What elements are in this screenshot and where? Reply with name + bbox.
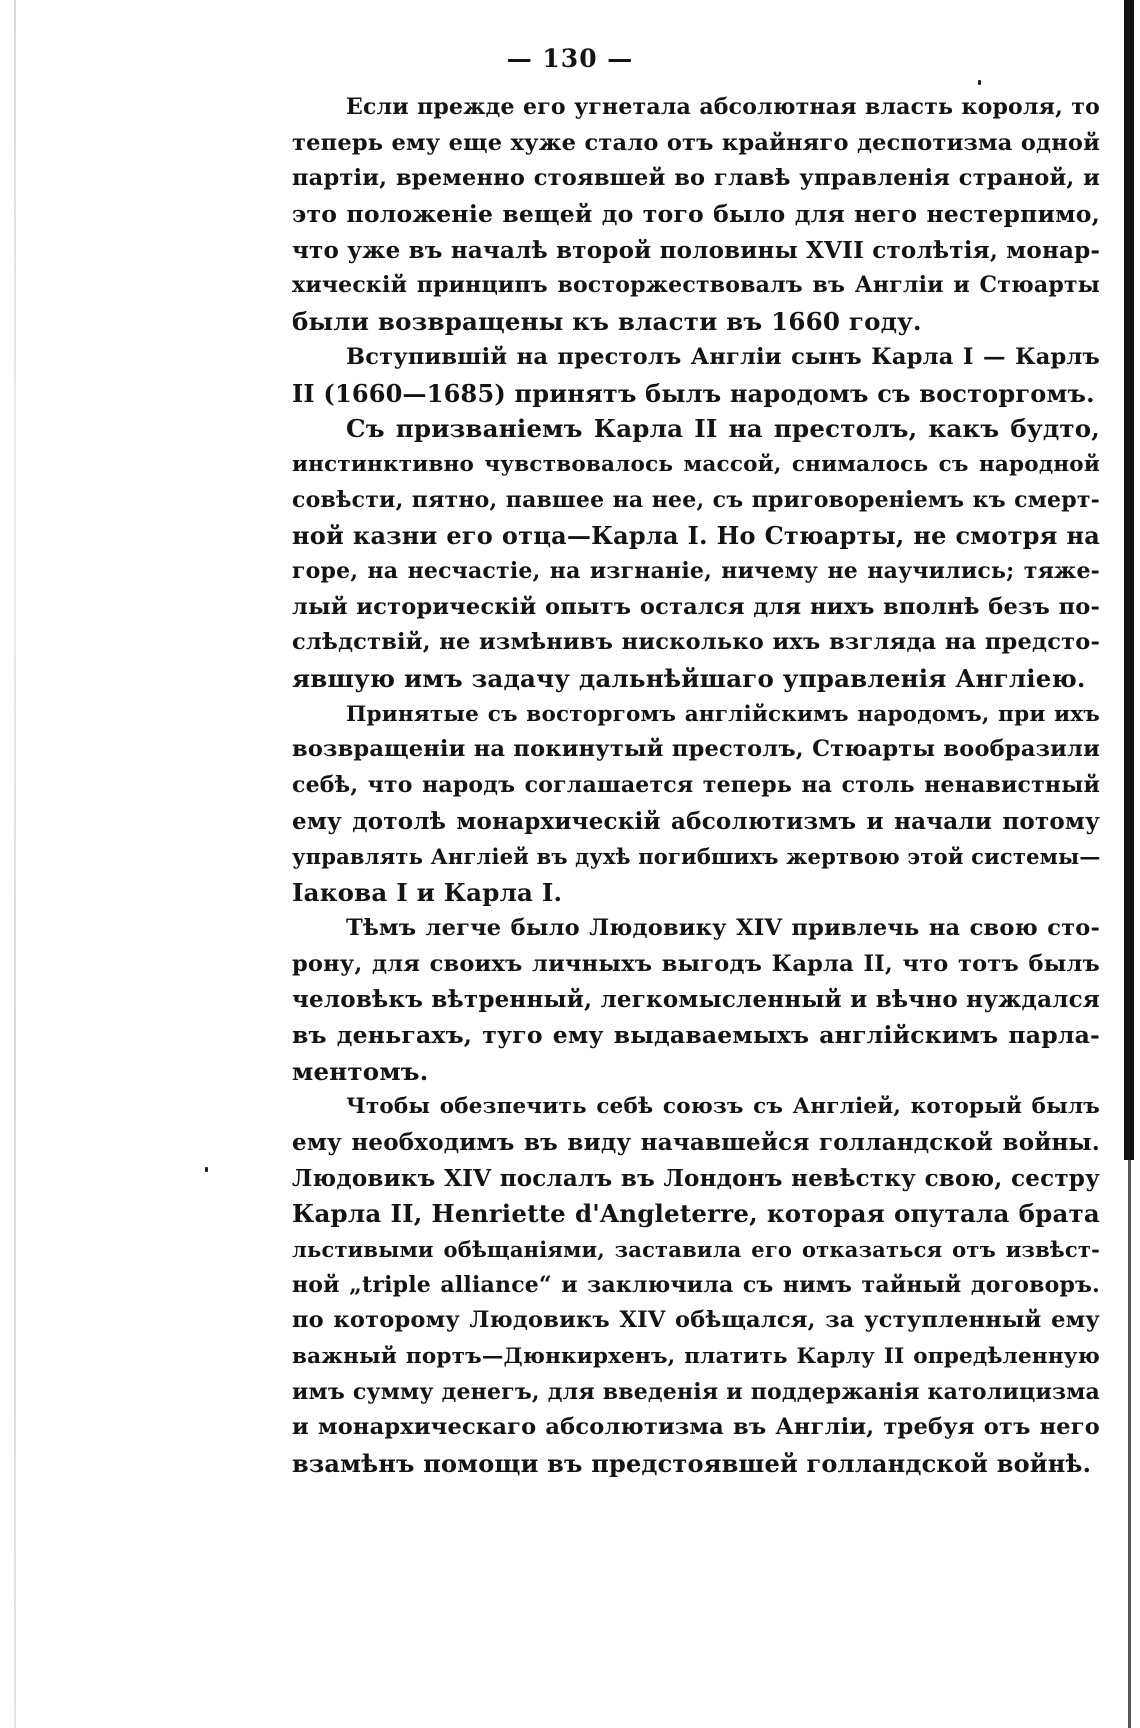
text-line: ментомъ.: [292, 1056, 429, 1086]
paragraph: [292, 90, 1100, 340]
text-line: это положеніе вещей до того было для него нестерпимо,: [292, 200, 1100, 229]
text-line: были возвращены къ власти въ 1660 году.: [292, 307, 922, 337]
text-line: важный портъ—Дюнкирхенъ, платить Карлу II опредѣленную: [292, 1344, 1100, 1370]
text-line: теперь ему еще хуже стало отъ крайняго деспотизма одной: [292, 129, 1100, 156]
text-line: Іакова I и Карла I.: [292, 878, 563, 908]
text-line: лый историческій опытъ остался для нихъ вполнѣ безъ по-: [292, 593, 1100, 620]
scan-edge-right: [1124, 0, 1134, 1160]
text-line: ему необходимъ въ виду начавшейся голландской войны.: [292, 1128, 1100, 1156]
text-line: управлять Англіей въ духѣ погибшихъ жертвою этой системы—: [292, 844, 1101, 870]
text-line: по которому Людовикъ XIV обѣщался, за уступленный ему: [292, 1307, 1100, 1334]
text-line: явшую имъ задачу дальнѣйшаго управленія Англіею.: [292, 664, 1086, 693]
text-line: человѣкъ вѣтренный, легкомысленный и вѣчно нуждался: [292, 986, 1100, 1014]
text-line: горе, на несчастіе, на изгнаніе, ничему не научились; тяже-: [292, 557, 1100, 584]
text-line: себѣ, что народъ соглашается теперь на столь ненавистный: [292, 772, 1100, 799]
paragraph: [292, 911, 1100, 1089]
paragraph: [292, 1089, 1100, 1482]
paragraph: [292, 340, 1100, 411]
text-line: инстинктивно чувствовалось массой, снималось съ народной: [292, 451, 1100, 477]
text-line: возвращеніи на покинутый престолъ, Стюарты вообразили: [292, 736, 1100, 763]
text-line: Людовикъ XIV послалъ въ Лондонъ невѣстку свою, сестру: [292, 1164, 1100, 1192]
scan-edge-right-lower: [1128, 1160, 1131, 1728]
text-line: Вступившій на престолъ Англіи сынъ Карла I — Карлъ: [346, 343, 1100, 370]
text-line: взамѣнъ помощи въ предстоявшей голландской войнѣ.: [292, 1449, 1092, 1479]
text-line: Принятые съ восторгомъ англійскимъ народомъ, при ихъ: [346, 701, 1100, 727]
scan-edge-left: [14, 0, 16, 1728]
text-line: Карла II, Henriette d'Angleterre, которая опутала брата: [292, 1199, 1100, 1229]
text-line: ему дотолѣ монархическій абсолютизмъ и начали потому: [292, 807, 1100, 835]
text-line: слѣдствій, не измѣнивъ нисколько ихъ взгляда на предсто-: [292, 629, 1100, 656]
body-text: [292, 90, 1100, 1482]
scan-speck: [205, 1167, 208, 1172]
text-line: ной казни его отца—Карла I. Но Стюарты, не смотря на: [292, 521, 1100, 551]
text-line: льстивыми обѣщаніями, заставила его отказаться отъ извѣст-: [292, 1237, 1100, 1262]
text-line: Тѣмъ легче было Людовику XIV привлечь на свою сто-: [346, 914, 1100, 941]
text-line: Чтобы обезпечить себѣ союзъ съ Англіей, который былъ: [346, 1094, 1100, 1120]
text-line: II (1660—1685) принятъ былъ народомъ съ восторгомъ.: [292, 378, 1095, 408]
text-line: Съ призваніемъ Карла II на престолъ, какъ будто,: [346, 414, 1100, 444]
text-line: партіи, временно стоявшей во главѣ управленія страной, и: [292, 165, 1100, 192]
text-line: рону, для своихъ личныхъ выгодъ Карла II, что тотъ былъ: [292, 950, 1100, 977]
page-number: — 130 —: [506, 44, 634, 73]
text-line: въ деньгахъ, туго ему выдаваемыхъ англійскимъ парла-: [292, 1020, 1100, 1049]
text-line: и монархическаго абсолютизма въ Англіи, требуя отъ него: [292, 1414, 1100, 1441]
text-line: Если прежде его угнетала абсолютная власть короля, то: [346, 94, 1100, 120]
text-line: совѣсти, пятно, павшее на нее, съ приговореніемъ къ смерт-: [292, 486, 1100, 513]
paragraph: [292, 411, 1100, 697]
text-line: имъ сумму денегъ, для введенія и поддержанія католицизма: [292, 1378, 1100, 1405]
text-line: что уже въ началѣ второй половины XVII столѣтія, монар-: [292, 236, 1101, 264]
scan-speck: [978, 80, 981, 85]
text-line: ной „triple alliance“ и заключила съ нимъ тайный договоръ.: [292, 1271, 1100, 1298]
text-line: хическій принципъ восторжествовалъ въ Англіи и Стюарты: [292, 272, 1100, 299]
paragraph: [292, 697, 1100, 911]
